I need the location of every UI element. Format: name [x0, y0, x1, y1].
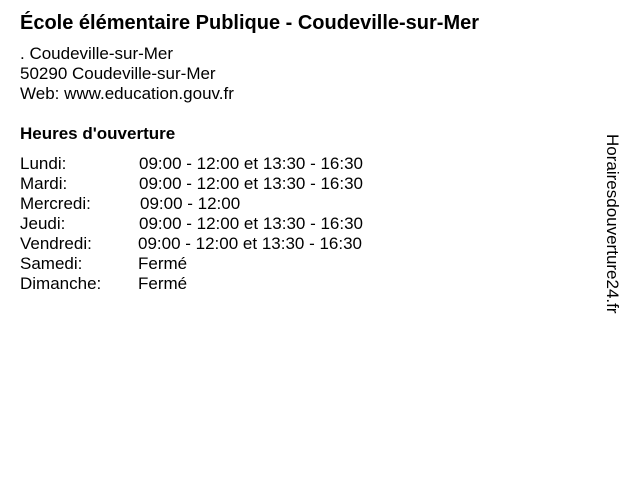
place-title: École élémentaire Publique - Coudeville-sur-Mer: [20, 12, 480, 34]
opening-hours-heading: Heures d'ouverture: [20, 124, 176, 143]
day-label: Jeudi:: [20, 214, 66, 233]
day-hours: Fermé: [138, 254, 188, 273]
day-hours: 09:00 - 12:00: [140, 194, 241, 213]
address-line-city: 50290 Coudeville-sur-Mer: [20, 64, 216, 83]
day-label: Samedi:: [20, 254, 83, 273]
day-hours: 09:00 - 12:00 et 13:30 - 16:30: [139, 214, 364, 233]
day-label: Vendredi:: [20, 234, 92, 253]
day-hours: 09:00 - 12:00 et 13:30 - 16:30: [139, 174, 364, 193]
day-hours: Fermé: [138, 274, 188, 293]
day-label: Lundi:: [20, 154, 67, 173]
address-line-street: . Coudeville-sur-Mer: [20, 44, 174, 63]
website-line: Web: www.education.gouv.fr: [20, 84, 234, 103]
day-hours: 09:00 - 12:00 et 13:30 - 16:30: [138, 234, 363, 253]
day-label: Dimanche:: [20, 274, 102, 293]
place-address: [20, 44, 234, 104]
day-label: Mardi:: [20, 174, 68, 193]
site-brand-vertical: Horairesdouverture24.fr: [603, 134, 622, 314]
day-label: Mercredi:: [20, 194, 91, 213]
day-hours: 09:00 - 12:00 et 13:30 - 16:30: [139, 154, 364, 173]
